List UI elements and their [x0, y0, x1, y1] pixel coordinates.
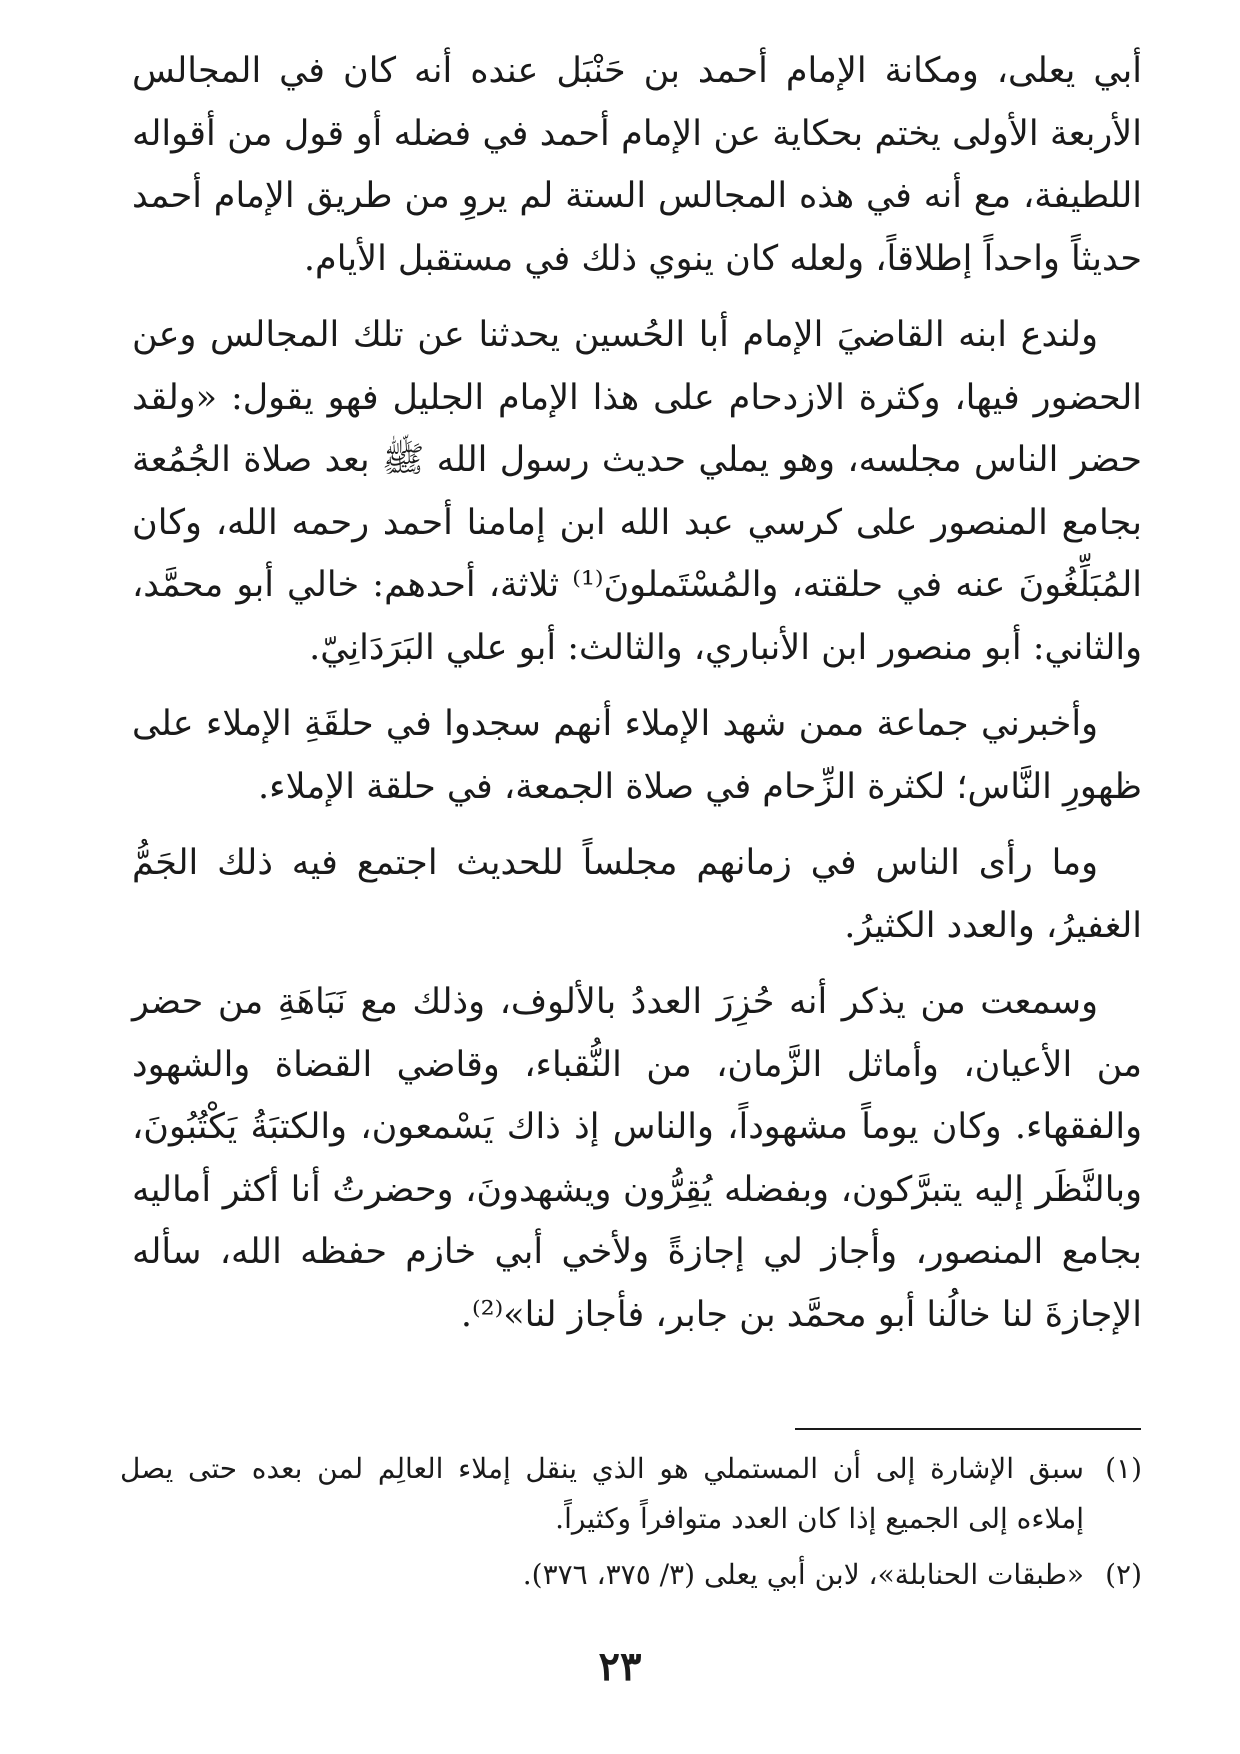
- footnote-text: سبق الإشارة إلى أن المستملي هو الذي ينقل إملاء العالِم لمن بعده حتى يصل إملاءه إلى الجميع إذا كان العدد متوافراً وكثيراً.: [120, 1452, 1084, 1535]
- footnotes: [120, 1444, 1142, 1606]
- footnote-marker: (١): [1105, 1452, 1142, 1485]
- footnote-text: «طبقات الحنابلة»، لابن أبي يعلى (٣/ ٣٧٥، ٣٧٦).: [522, 1558, 1084, 1591]
- paragraph-abu-al-husayn: ولندع ابنه القاضيَ الإمام أبا الحُسين يحدثنا عن تلك المجالس وعن الحضور فيها، وكثرة الازدحام على هذا الإمام الجليل فهو يقول: «ولقد حضر الناس مجلسه، وهو يملي حديث رسول الله ﷺ بعد صلاة الجُمُعة بجامع المنصور على كرسي عبد الله ابن إمامنا أحمد رحمه الله، وكان المُبَلِّغُونَ عنه في حلقته، والمُسْتَملونَ⁽¹⁾ ثلاثة، أحدهم: خالي أبو محمَّد، والثاني: أبو منصور ابن الأنباري، والثالث: أبو علي البَرَدَانِيّ.: [132, 315, 1142, 668]
- paragraph-attendance: وسمعت من يذكر أنه حُزِرَ العددُ بالألوف، وذلك مع نَبَاهَةِ من حضر من الأعيان، وأماثل الزَّمان، من النُّقباء، وقاضي القضاة والشهود والفقهاء. وكان يوماً مشهوداً، والناس إذ ذاك يَسْمعون، والكتبَةُ يَكْتُبُونَ، وبالنَّظَر إليه يتبرَّكون، وبفضله يُقِرُّون ويشهدونَ، وحضرتُ أنا أكثر أماليه بجامع المنصور، وأجاز لي إجازةً ولأخي أبي خازم حفظه الله، سأله الإجازةَ لنا خالُنا أبو محمَّد بن جابر، فأجاز لنا»⁽²⁾.: [132, 982, 1142, 1335]
- footnote-2: [120, 1550, 1142, 1600]
- page-body: [132, 40, 1142, 1360]
- page-number: ٢٣: [598, 1643, 642, 1690]
- paragraph-prostration: وأخبرني جماعة ممن شهد الإملاء أنهم سجدوا في حلقَةِ الإملاء على ظهورِ النَّاس؛ لكثرة الزِّحام في صلاة الجمعة، في حلقة الإملاء.: [132, 704, 1142, 807]
- footnote-marker: (٢): [1105, 1558, 1142, 1591]
- paragraph-gathering: وما رأى الناس في زمانهم مجلساً للحديث اجتمع فيه ذلك الجَمُّ الغفيرُ، والعدد الكثيرُ.: [132, 843, 1142, 946]
- paragraph-continuation: أبي يعلى، ومكانة الإمام أحمد بن حَنْبَل عنده أنه كان في المجالس الأربعة الأولى يختم بحكاية عن الإمام أحمد في فضله أو قول من أقواله اللطيفة، مع أنه في هذه المجالس الستة لم يروِ من طريق الإمام أحمد حديثاً واحداً إطلاقاً، ولعله كان ينوي ذلك في مستقبل الأيام.: [132, 51, 1142, 279]
- footnote-1: [120, 1444, 1142, 1544]
- footnote-divider: [795, 1428, 1141, 1430]
